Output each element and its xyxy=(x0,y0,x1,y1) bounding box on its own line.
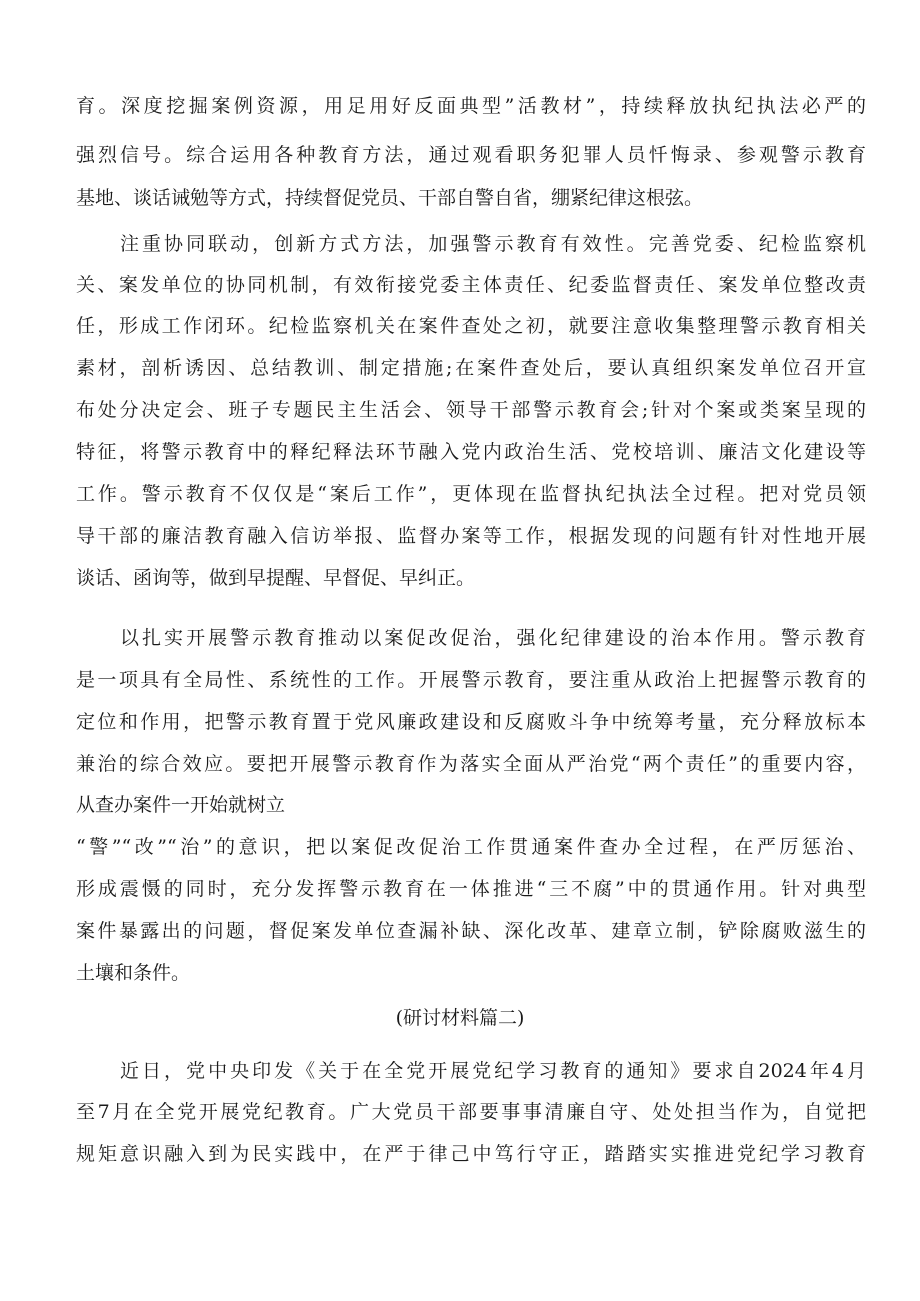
text-line: 至7月在全党开展党纪教育。广大党员干部要事事清廉自守、处处担当作为，自觉把 xyxy=(76,1101,866,1123)
text-line: 案件暴露出的问题，督促案发单位查漏补缺、深化改革、建章立制，铲除腐败滋生的 xyxy=(76,920,866,942)
text-line: 形成震慑的同时，充分发挥警示教育在一体推进“三不腐”中的贯通作用。针对典型 xyxy=(76,878,866,900)
text-line: 注重协同联动，创新方式方法，加强警示教育有效性。完善党委、纪检监察机 xyxy=(120,233,866,255)
text-line: 谈话、函询等，做到早提醒、早督促、早纠正。 xyxy=(76,567,476,589)
text-line: 以扎实开展警示教育推动以案促改促治，强化纪律建设的治本作用。警示教育 xyxy=(120,627,866,649)
text-line: 定位和作用，把警示教育置于党风廉政建设和反腐败斗争中统筹考量，充分释放标本 xyxy=(76,711,866,733)
text-line: 从查办案件一开始就树立 xyxy=(76,794,286,816)
text-line: 素材，剖析诱因、总结教训、制定措施;在案件查处后，要认真组织案发单位召开宣 xyxy=(76,357,866,379)
text-line: 基地、谈话诫勉等方式，持续督促党员、干部自警自省，绷紧纪律这根弦。 xyxy=(76,187,704,209)
text-line: 土壤和条件。 xyxy=(76,962,191,984)
text-line: 特征，将警示教育中的释纪释法环节融入党内政治生活、党校培训、廉洁文化建设等 xyxy=(76,441,866,463)
text-line: 关、案发单位的协同机制，有效衔接党委主体责任、纪委监督责任、案发单位整改责 xyxy=(76,274,866,296)
text-line: 兼治的综合效应。要把开展警示教育作为落实全面从严治党“两个责任”的重要内容， xyxy=(76,753,866,775)
text-line: 近日，党中央印发《关于在全党开展党纪学习教育的通知》要求自2024年4月 xyxy=(120,1060,866,1082)
text-line: 育。深度挖掘案例资源，用足用好反面典型”活教材”，持续释放执纪执法必严的 xyxy=(76,95,866,117)
text-line: 任，形成工作闭环。纪检监察机关在案件查处之初，就要注意收集整理警示教育相关 xyxy=(76,315,866,337)
text-line: 导干部的廉洁教育融入信访举报、监督办案等工作，根据发现的问题有针对性地开展 xyxy=(76,525,866,547)
text-line: 布处分决定会、班子专题民主生活会、领导干部警示教育会;针对个案或类案呈现的 xyxy=(76,399,866,421)
text-line: 规矩意识融入到为民实践中，在严于律己中笃行守正，踏踏实实推进党纪学习教育 xyxy=(76,1143,866,1165)
text-line: “警”“改”“治”的意识，把以案促改促治工作贯通案件查办全过程，在严厉惩治、 xyxy=(76,836,866,858)
section-heading: (研讨材料篇二) xyxy=(395,1007,525,1029)
text-line: 强烈信号。综合运用各种教育方法，通过观看职务犯罪人员忏悔录、参观警示教育 xyxy=(76,144,866,166)
text-line: 是一项具有全局性、系统性的工作。开展警示教育，要注重从政治上把握警示教育的 xyxy=(76,669,866,691)
text-line: 工作。警示教育不仅仅是“案后工作”，更体现在监督执纪执法全过程。把对党员领 xyxy=(76,483,866,505)
